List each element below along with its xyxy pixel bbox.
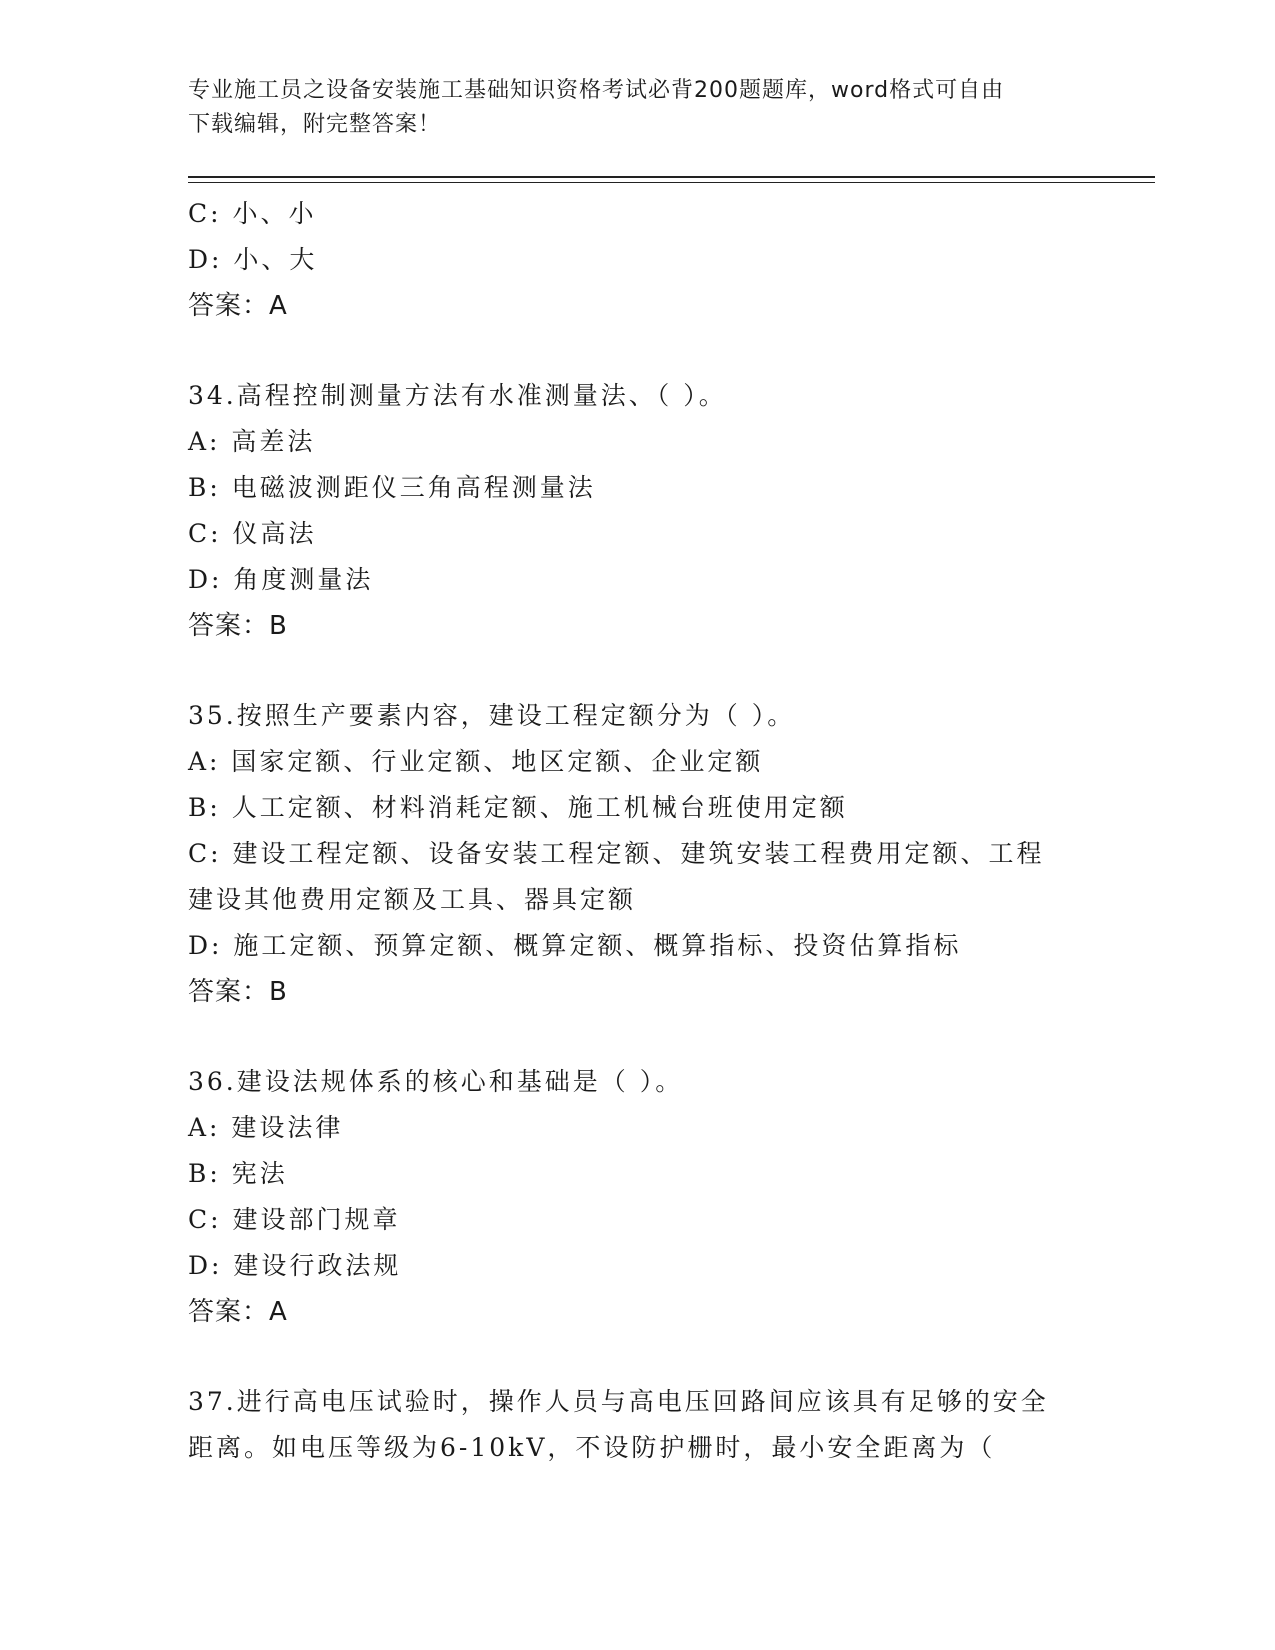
answer: 答案：A — [188, 1297, 288, 1327]
header-rule-thin — [188, 182, 1155, 183]
question-stem: 35.按照生产要素内容，建设工程定额分为（ ）。 — [188, 701, 796, 730]
option-d: D: 小、大 — [188, 245, 318, 274]
question-36 — [188, 1059, 1088, 1335]
option-c: C: 小、小 — [188, 199, 317, 228]
question-35 — [188, 693, 1088, 1015]
question-37 — [188, 1379, 1088, 1471]
option-a: A: 高差法 — [188, 427, 316, 456]
answer: 答案：B — [188, 611, 288, 641]
option-c: C: 建设部门规章 — [188, 1205, 401, 1234]
option-c-line-1: C: 建设工程定额、设备安装工程定额、建筑安装工程费用定额、工程 — [188, 839, 1045, 868]
document-header — [188, 74, 1068, 142]
option-b: B: 电磁波测距仪三角高程测量法 — [188, 473, 596, 502]
answer: 答案：B — [188, 977, 288, 1007]
option-a: A: 国家定额、行业定额、地区定额、企业定额 — [188, 747, 764, 776]
option-d: D: 建设行政法规 — [188, 1251, 402, 1280]
question-stem: 34.高程控制测量方法有水准测量法、（ ）。 — [188, 381, 727, 410]
option-b: B: 宪法 — [188, 1159, 288, 1188]
header-rule-thick — [188, 176, 1155, 178]
option-d: D: 施工定额、预算定额、概算定额、概算指标、投资估算指标 — [188, 931, 962, 960]
answer: 答案：A — [188, 291, 288, 321]
question-stem: 36.建设法规体系的核心和基础是（ ）。 — [188, 1067, 684, 1096]
option-a: A: 建设法律 — [188, 1113, 344, 1142]
question-stem-line-2: 距离。如电压等级为6-10kV，不设防护栅时，最小安全距离为（ — [188, 1433, 996, 1462]
question-list — [188, 191, 1088, 1471]
header-line-1: 专业施工员之设备安装施工基础知识资格考试必背200题题库，word格式可自由 — [188, 78, 1005, 103]
header-line-2: 下载编辑，附完整答案！ — [188, 112, 442, 137]
question-33-tail — [188, 191, 1088, 329]
option-d: D: 角度测量法 — [188, 565, 374, 594]
option-c: C: 仪高法 — [188, 519, 317, 548]
question-stem-line-1: 37.进行高电压试验时，操作人员与高电压回路间应该具有足够的安全 — [188, 1387, 1049, 1416]
question-34 — [188, 373, 1088, 649]
option-b: B: 人工定额、材料消耗定额、施工机械台班使用定额 — [188, 793, 848, 822]
option-c-line-2: 建设其他费用定额及工具、器具定额 — [188, 885, 637, 914]
